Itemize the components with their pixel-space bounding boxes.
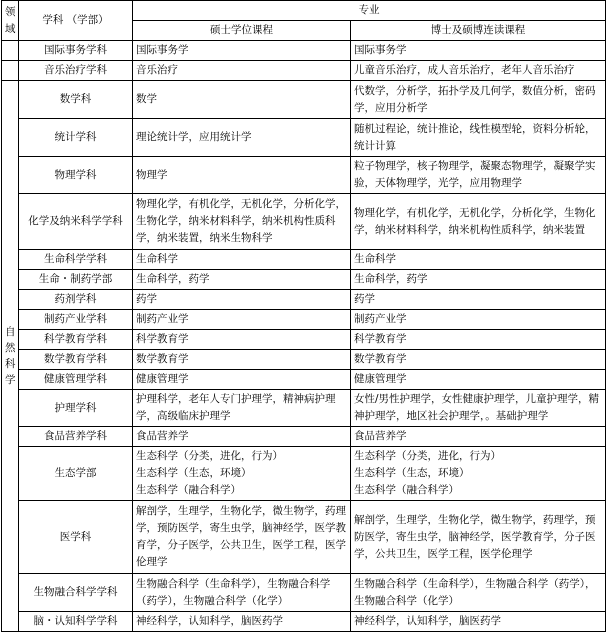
- table-row: [2, 350, 606, 370]
- subject-cell: 生态学部: [19, 447, 133, 501]
- doctor-cell: 生态科学（分类，进化，行为） 生态科学（生态，环境） 生态科学（融合科学）: [351, 447, 606, 501]
- master-cell: 药学: [133, 290, 351, 310]
- subject-cell: 物理学科: [19, 157, 133, 194]
- subject-cell: 医学科: [19, 501, 133, 574]
- master-cell: 生命科学，药学: [133, 270, 351, 290]
- doctor-cell: 国际事务学: [351, 41, 606, 61]
- table-row: [2, 574, 606, 612]
- table-row: [2, 194, 606, 250]
- program-table: [1, 0, 606, 632]
- master-cell: 理论统计学，应用统计学: [133, 119, 351, 157]
- doctor-cell: 科学教育学: [351, 330, 606, 350]
- doctor-cell: 制药产业学: [351, 310, 606, 330]
- master-cell: 神经科学，认知科学，脑医药学: [133, 612, 351, 632]
- subject-cell: 制药产业学科: [19, 310, 133, 330]
- subject-cell: 健康管理学科: [19, 370, 133, 390]
- table-row: [2, 61, 606, 81]
- doctor-cell: 食品营养学: [351, 427, 606, 447]
- domain-cell-natural-science: 自 然 科 学: [2, 81, 19, 632]
- master-cell: 解剖学，生理学，生物化学，微生物学，药理学，预防医学，寄生虫学，脑神经学，医学教育学，分子医学，公共卫生，医学工程，医学伦理学: [133, 501, 351, 574]
- master-cell: 生物融合科学（生命科学），生物融合科学（药学），生物融合科学（化学）: [133, 574, 351, 612]
- master-cell: 音乐治疗: [133, 61, 351, 81]
- doctor-cell: 生物融合科学（生命科学），生物融合科学（药学），生物融合科学（化学）: [351, 574, 606, 612]
- doctor-cell: 生命科学: [351, 250, 606, 270]
- doctor-cell: 代数学，分析学，拓扑学及几何学，数值分析，密码学，应用分析学: [351, 81, 606, 119]
- table-row: [2, 81, 606, 119]
- doctor-cell: 解剖学，生理学，生物化学，微生物学，药理学，预防医学，寄生虫学，脑神经学，医学教育学，分子医学，公共卫生，医学工程，医学伦理学: [351, 501, 606, 574]
- subject-cell: 生物融合科学学科: [19, 574, 133, 612]
- table-row: [2, 447, 606, 501]
- subject-cell: 食品营养学科: [19, 427, 133, 447]
- domain-cell-empty: [2, 61, 19, 81]
- subject-cell: 国际事务学科: [19, 41, 133, 61]
- table-row: [2, 330, 606, 350]
- doctor-cell: 随机过程论，统计推论，线性模型轮，资料分析轮，统计计算: [351, 119, 606, 157]
- header-major: 专业: [133, 1, 606, 21]
- table-row: [2, 370, 606, 390]
- table-row: [2, 119, 606, 157]
- table-row: [2, 427, 606, 447]
- doctor-cell: 粒子物理学，核子物理学，凝聚态物理学，凝聚学实验，天体物理学，光学，应用物理学: [351, 157, 606, 194]
- table-body: [2, 41, 606, 81]
- subject-cell: 化学及纳米科学学科: [19, 194, 133, 250]
- natural-science-body: [2, 81, 606, 632]
- doctor-cell: 儿童音乐治疗，成人音乐治疗，老年人音乐治疗: [351, 61, 606, 81]
- doctor-cell: 药学: [351, 290, 606, 310]
- master-cell: 制药产业学: [133, 310, 351, 330]
- table-row: [2, 390, 606, 427]
- doctor-cell: 神经科学，认知科学，脑医药学: [351, 612, 606, 632]
- master-cell: 食品营养学: [133, 427, 351, 447]
- header-domain: 领 域: [2, 1, 19, 41]
- doctor-cell: 物理化学，有机化学，无机化学，分析化学，生物化学，纳米材料科学，纳米机构性质科学，纳米装置: [351, 194, 606, 250]
- master-cell: 科学教育学: [133, 330, 351, 350]
- table-row: [2, 41, 606, 61]
- master-cell: 护理科学，老年人专门护理学，精神病护理学，高级临床护理学: [133, 390, 351, 427]
- doctor-cell: 健康管理学: [351, 370, 606, 390]
- subject-cell: 数学教育学科: [19, 350, 133, 370]
- table-row: [2, 250, 606, 270]
- subject-cell: 数学科: [19, 81, 133, 119]
- doctor-cell: 女性/男性护理学，女性健康护理学，儿童护理学，精神护理学，地区社会护理学，。基础护理学: [351, 390, 606, 427]
- header-doctor: 博士及硕博连读课程: [351, 21, 606, 41]
- master-cell: 国际事务学: [133, 41, 351, 61]
- master-cell: 数学: [133, 81, 351, 119]
- subject-cell: 脑・认知科学学科: [19, 612, 133, 632]
- subject-cell: 药剂学科: [19, 290, 133, 310]
- subject-cell: 护理学科: [19, 390, 133, 427]
- subject-cell: 生命・制药学部: [19, 270, 133, 290]
- master-cell: 物理化学，有机化学，无机化学，分析化学，生物化学，纳米材料科学，纳米机构性质科学，纳米装置，纳米生物科学: [133, 194, 351, 250]
- doctor-cell: 生命科学，药学: [351, 270, 606, 290]
- master-cell: 数学教育学: [133, 350, 351, 370]
- table-row: [2, 270, 606, 290]
- subject-cell: 音乐治疗学科: [19, 61, 133, 81]
- header-master: 硕士学位课程: [133, 21, 351, 41]
- master-cell: 生命科学: [133, 250, 351, 270]
- subject-cell: 生命科学学科: [19, 250, 133, 270]
- table-row: [2, 157, 606, 194]
- table-row: [2, 310, 606, 330]
- table-row: [2, 612, 606, 632]
- master-cell: 生态科学（分类，进化，行为） 生态科学（生态，环境） 生态科学（融合科学）: [133, 447, 351, 501]
- table-row: [2, 501, 606, 574]
- doctor-cell: 数学教育学: [351, 350, 606, 370]
- header-subject: 学科 （学部）: [19, 1, 133, 41]
- master-cell: 物理学: [133, 157, 351, 194]
- subject-cell: 科学教育学科: [19, 330, 133, 350]
- domain-cell-empty: [2, 41, 19, 61]
- subject-cell: 统计学科: [19, 119, 133, 157]
- table-row: [2, 290, 606, 310]
- master-cell: 健康管理学: [133, 370, 351, 390]
